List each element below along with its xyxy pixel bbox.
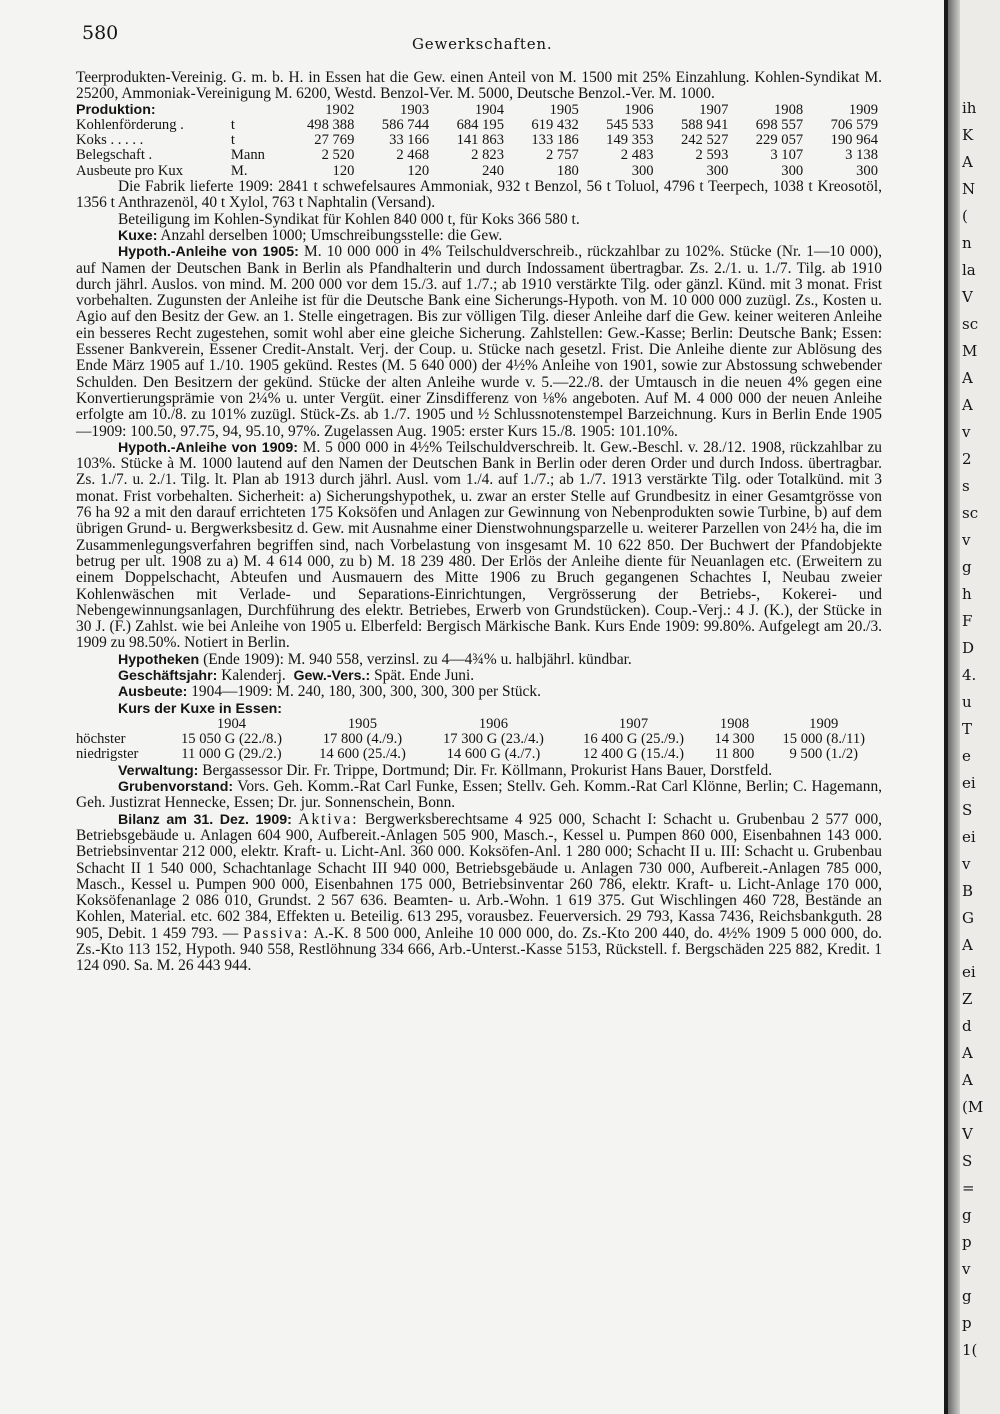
- adjacent-page-fragment: g: [962, 558, 972, 576]
- book-fold: [948, 0, 960, 1414]
- kuxe-paragraph: [76, 228, 882, 244]
- value-cell: 2 823: [471, 147, 504, 164]
- kurs-heading-paragraph: [76, 701, 882, 717]
- adjacent-page-fragment: M: [962, 342, 978, 360]
- value-cell: 229 057: [755, 132, 804, 149]
- verwaltung-text: Bergassessor Dir. Fr. Trippe, Dortmund; Dir. Fr. Köllmann, Prokurist Hans Bauer, Dorstfeld.: [202, 761, 773, 779]
- adjacent-page-fragment: u: [962, 693, 972, 711]
- adjacent-page-fragment: g: [962, 1287, 972, 1305]
- adjacent-page-fragment: 2: [962, 450, 972, 468]
- document-body: [76, 70, 882, 975]
- table-row: [76, 118, 882, 133]
- value-cell: 2 757: [545, 147, 579, 164]
- value-cell: 133 186: [531, 132, 579, 149]
- kurs-header-row: [76, 717, 882, 732]
- value-cell: 14 600 (25./4.): [319, 746, 406, 763]
- anleihe-1905-paragraph: [76, 244, 882, 440]
- adjacent-page-fragment: sc: [962, 504, 979, 522]
- adjacent-page-fragment: T: [962, 720, 973, 738]
- value-cell: 141 863: [456, 132, 504, 149]
- ausbeute-text: 1904—1909: M. 240, 180, 300, 300, 300, 300 per Stück.: [191, 683, 541, 701]
- table-row: [76, 148, 882, 163]
- row-label-cell: niedrigster: [76, 746, 139, 763]
- value-cell: 190 964: [830, 132, 878, 149]
- adjacent-page-fragment: A: [962, 1071, 973, 1089]
- adjacent-page-fragment: (M: [962, 1098, 984, 1116]
- value-cell: 2 468: [396, 147, 430, 164]
- adjacent-page-fragment: A: [962, 1044, 973, 1062]
- table-row: [76, 133, 882, 148]
- unit-cell: M.: [230, 162, 248, 179]
- table-row: [76, 747, 882, 762]
- adjacent-page-fragment: p: [962, 1233, 972, 1251]
- year-header-cell: 1908: [774, 101, 804, 118]
- value-cell: 12 400 G (15./4.): [583, 746, 684, 763]
- year-header-cell: 1907: [699, 101, 729, 118]
- adjacent-page-fragment: S: [962, 801, 973, 819]
- adjacent-page-fragment: e: [962, 747, 971, 765]
- value-cell: 300: [856, 162, 878, 179]
- unit-cell: t: [230, 116, 235, 133]
- adjacent-page-fragment: h: [962, 585, 972, 603]
- value-cell: 300: [631, 162, 654, 179]
- adjacent-page-fragment: N: [962, 180, 976, 198]
- row-label-cell: Ausbeute pro Kux: [76, 162, 184, 179]
- adjacent-page-fragment: sc: [962, 315, 979, 333]
- bilanz-paragraph: [76, 812, 882, 975]
- year-header-cell: 1906: [624, 101, 654, 118]
- anleihe-1909-text: M. 5 000 000 in 4½% Teilschuldverschreib. lt. Gew.-Beschl. v. 28./12. 1908, rückzahlbar zu 103%. Stücke à M. 1000 lautend auf den Namen der Deutschen Bank in Berlin oder deren Order und durch Indoss. übertragbar. Zs. 1./7. u. 2./1. Tilg. lt. Plan ab 1913 durch jährl. Ausl. vom 1./4. auf 1./7.; ab 1./7. 1913 verstärkte Tilg. oder Totalkünd. mit 3 monat. Frist vorbehalten. Sicherheit: a) Sicherungshypothek, u. zwar an erster Stelle auf Grundbesitz in einer Gesamtgrösse von 76 ha 92 a mit den darauf errichteten 175 Koksöfen und Anlagen zur Gewinnung von Nebenprodukten sowie Turbine, b) auf dem übrigen Grund- u. Bergwerksbesitz d. Gew. mit Ausnahme einer Dienstwohnungsparzelle u. weiterer Parzellen von 24½ ha, die im Zusammenlegungsverfahren begriffen sind, nach Vorbelastung von insgesamt M. 10 622 850. Der Buchwert der Pfandobjekte betrug per ult. 1908 zu a) M. 4 614 000, zu b) M. 18 239 480. Der Erlös der Anleihe diente für Neuanlagen etc. (Erweitern zu einem Doppelschacht, Abteufen und Ausmauern des Mitte 1906 zu Bruch gegangenen Schachtes I, Neubau zweier Kohlenwäschen mit Verlade- und Separations-Einrichtungen, Vergrösserung der Betriebs-, Kokerei- und Nebengewinnungsanlagen, Durchführung des elektr. Betriebes, Erwerb von Grundstücken). Coup.-Verj.: 4 J. (K.), der Stücke in 30 J. (F.) Zahlst. wie bei Anleihe von 1905 u. Elberfeld: Bergisch Märkische Bank. Kurs Ende 1909: 99.80%. Aufgelegt am 20./3. 1909 zu 98.50%. Notiert in Berlin.: [76, 438, 882, 652]
- value-cell: 588 941: [680, 116, 729, 133]
- adjacent-page-fragment: G: [962, 909, 974, 927]
- value-cell: 300: [706, 162, 729, 179]
- hypotheken-paragraph: [76, 652, 882, 668]
- geschaeftsjahr-text: Kalenderj.: [221, 666, 286, 684]
- adjacent-page-fragment: ih: [962, 99, 977, 117]
- adjacent-page-fragment: s: [962, 477, 970, 495]
- ausbeute-label: Ausbeute:: [118, 684, 188, 701]
- value-cell: 15 050 G (22./8.): [181, 731, 282, 748]
- unit-cell: t: [230, 132, 235, 149]
- adjacent-page-fragment: ei: [962, 828, 976, 846]
- production-label-cell: [76, 103, 227, 118]
- adjacent-page-fragment: D: [962, 639, 975, 657]
- page-number: 580: [82, 22, 119, 44]
- adjacent-page-fragment: V: [962, 288, 973, 306]
- row-label-cell: höchster: [76, 731, 126, 748]
- grubenvorstand-paragraph: [76, 779, 882, 812]
- aktiva-text: Bergwerksberechtsame 4 925 000, Schacht I: Schacht u. Grubenbau 2 577 000, Betriebsgebäude u. Anlagen 604 900, Aufbereit.-Anlagen 505 900, Masch.-, Kessel u. Pumpen 860 000, Eisenbahnen 143 000. Betriebsinventar 212 000, elektr. Kraft- u. Licht-Anl. 360 000. Koksöfen-Anl. 1 280 000; Schacht II u. III: Schacht u. Grubenbau Schacht II 1 540 000, Schachtanlage Schacht III 940 000, Betriebsgebäude u. Anlagen 730 000, Aufbereit.-Anlagen 785 000, Masch., Kessel u. Pumpen 900 000, Eisenbahnen 175 000, Betriebsinventar 260 786, elektr. Kraft- u. Licht-Anlage 170 000, Koksöfenanlage 2 086 010, Grundst. 2 567 636. Beamten- u. Arb.-Wohn. 1 619 375. Gut Wischlingen 460 728, Bestände an Kohlen, Material. etc. 602 384, Effekten u. Beteilig. 613 295, vorausbez. Feuerversich. 29 793, Kassa 7436, Reichsbankguth. 28 905, Debit. 1 459 793. —: [76, 810, 882, 942]
- value-cell: 498 388: [306, 116, 355, 133]
- anleihe-1909-paragraph: [76, 440, 882, 652]
- value-cell: 3 138: [845, 147, 878, 164]
- kuxe-text: Anzahl derselben 1000; Umschreibungsstelle: die Gew.: [160, 226, 503, 244]
- passiva-label: Passiva:: [243, 924, 310, 942]
- adjacent-page-fragment: p: [962, 1314, 972, 1332]
- running-head: Gewerkschaften.: [412, 35, 553, 53]
- value-cell: 619 432: [531, 116, 579, 133]
- kurs-heading: Kurs der Kuxe in Essen:: [118, 700, 282, 717]
- year-header-cell: 1904: [216, 715, 247, 732]
- value-cell: 684 195: [456, 116, 504, 133]
- value-cell: 586 744: [381, 116, 430, 133]
- unit-header-cell: [227, 103, 284, 118]
- grubenvorstand-label: Grubenvorstand:: [118, 779, 234, 796]
- kuxe-label: Kuxe:: [118, 227, 158, 244]
- year-header-cell: 1904: [474, 101, 504, 118]
- value-cell: 16 400 G (25./9.): [583, 731, 684, 748]
- passiva-text: A.-K. 8 500 000, Anleihe 10 000 000, do. Zs.-Kto 200 440, do. 4½% 1909 5 000 000, do. Zs.-Kto 113 152, Hypoth. 940 558, Restlöhnung 334 666, Arb.-Unterst.-Kasse 5153, Rückstell. f. Bergschäden 225 882, Kredit. 1 124 090. Sa. M. 26 443 944.: [76, 924, 882, 975]
- adjacent-page-fragment: (: [962, 207, 968, 225]
- value-cell: 240: [482, 162, 504, 179]
- year-header-cell: 1909: [809, 715, 839, 732]
- table-row: [76, 732, 882, 747]
- gew-vers-label: Gew.-Vers.:: [293, 667, 371, 684]
- adjacent-page-fragment: A: [962, 396, 973, 414]
- verwaltung-paragraph: [76, 763, 882, 779]
- year-header-cell: 1908: [719, 715, 750, 732]
- bilanz-label: Bilanz am 31. Dez. 1909:: [118, 811, 292, 828]
- value-cell: 2 593: [695, 147, 729, 164]
- value-cell: 180: [556, 162, 579, 179]
- value-cell: 2 520: [321, 147, 355, 164]
- year-header-cell: 1907: [618, 715, 649, 732]
- geschaeftsjahr-paragraph: [76, 668, 882, 684]
- value-cell: 300: [781, 162, 804, 179]
- value-cell: 9 500 (1./2): [789, 746, 858, 763]
- year-header-cell: 1909: [848, 101, 878, 118]
- value-cell: 14 600 G (4./7.): [446, 746, 541, 763]
- beteiligung-paragraph: Beteiligung im Kohlen-Syndikat für Kohlen 840 000 t, für Koks 366 580 t.: [118, 210, 580, 228]
- adjacent-page-fragment: A: [962, 153, 973, 171]
- adjacent-page-fragment: n: [962, 234, 972, 252]
- intro-paragraph: Teerprodukten-Vereinig. G. m. b. H. in Essen hat die Gew. einen Anteil von M. 1500 mit 25% Einzahlung. Kohlen-Syndikat M. 25200, Ammoniak-Vereinigung M. 6200, Westd. Benzol-Ver. M. 5000, Deutsche Benzol.-Ver. M. 1000.: [76, 69, 882, 103]
- adjacent-page-fragment: S: [962, 1152, 973, 1170]
- value-cell: 11 800: [714, 746, 755, 763]
- adjacent-page-fragment: ei: [962, 963, 976, 981]
- production-header-row: [76, 103, 882, 118]
- value-cell: 120: [407, 162, 430, 179]
- adjacent-page-strip: [960, 0, 1000, 1414]
- adjacent-page-fragment: v: [962, 855, 971, 873]
- year-header-cell: 1903: [400, 101, 430, 118]
- adjacent-page-fragment: B: [962, 882, 974, 900]
- adjacent-page-fragment: A: [962, 369, 973, 387]
- aktiva-label: Aktiva:: [298, 810, 359, 828]
- geschaeftsjahr-label: Geschäftsjahr:: [118, 667, 218, 684]
- anleihe-1905-text: M. 10 000 000 in 4% Teilschuldverschreib., rückzahlbar zu 102%. Stücke (Nr. 1—10 000), auf Namen der Deutschen Bank in Berlin als Pfandhalterin und durch Indossament übertragbar. Zs. 2./1. u. 1./7. Tilg. ab 1910 durch jährl. Auslos. von mind. M. 200 000 vor dem 15./3. auf 1./7.; ab 1910 verstärkte Tilg. oder gänzl. Künd. mit 3 monat. Frist vorbehalten. Zugunsten der Anleihe ist für die Deutsche Bank eine Sicherungs-Hypoth. von M. 10 000 000 zuzügl. Zs., Kosten u. Agio auf den Besitz der Gew. an 1. Stelle eingetragen. Bis zur völligen Tilg. dieser Anleihe darf die Gew. keiner weiteren Anleihe ein besseres Recht zugestehen, somit wohl aber eine gleiche Sicherung. Zahlstellen: Gew.-Kasse; Berlin: Deutsche Bank; Essen: Essener Bankverein, Essener Credit-Anstalt. Verj. der Coup. u. Stücke nach gesetzl. Frist. Die Anleihe diente zur Ablösung des Ende März 1905 auf 1./10. 1905 gekünd. Restes (M. 5 640 000) der 4½% Anleihe von 1901, sowie zur Abstossung schwebender Schulden. Den Besitzern der gekünd. Stücke der alten Anleihe wurde v. 5.—22./8. der Umtausch in die neuen 4% gegen eine Konvertierungsprämie von 2¼% u. unter Vergüt. einer Zinsdifferenz von ⅛% angeboten. Auf M. 4 000 000 der neuen Anleihe erfolgte am 10./8. zu 101% zuzügl. Stück-Zs. ab 1./7. 1905 und ½ Schlussnotenstempel Barzeichnung. Kurs in Berlin Ende 1905—1909: 100.50, 97.75, 94, 95.10, 97%. Zugelassen Aug. 1905: erster Kurs 15./8. 1905: 101.10%.: [76, 243, 882, 440]
- value-cell: 120: [332, 162, 355, 179]
- value-cell: 698 557: [755, 116, 804, 133]
- hypotheken-label: Hypotheken: [118, 651, 200, 668]
- adjacent-page-fragment: 1(: [962, 1341, 978, 1359]
- value-cell: 242 527: [680, 132, 729, 149]
- production-table: [76, 103, 882, 179]
- row-label-cell: Koks . . . . .: [76, 132, 144, 149]
- value-cell: 2 483: [620, 147, 654, 164]
- value-cell: 11 000 G (29./2.): [181, 746, 282, 763]
- gew-vers-text: Spät. Ende Juni.: [374, 666, 475, 684]
- value-cell: 17 300 G (23./4.): [442, 731, 544, 748]
- adjacent-page-fragment: =: [962, 1179, 975, 1197]
- adjacent-page-fragment: v: [962, 531, 971, 549]
- year-header-cell: 1902: [325, 101, 355, 118]
- production-label: Produktion:: [76, 101, 156, 118]
- adjacent-page-fragment: 4.: [962, 666, 977, 684]
- kurs-corner-cell: [76, 717, 161, 732]
- adjacent-page-fragment: V: [962, 1125, 973, 1143]
- adjacent-page-fragment: K: [962, 126, 974, 144]
- year-header-cell: 1906: [478, 715, 509, 732]
- adjacent-page-fragment: ei: [962, 774, 976, 792]
- value-cell: 27 769: [314, 132, 355, 149]
- table-row: [76, 164, 882, 179]
- value-cell: 14 300: [714, 731, 755, 748]
- value-cell: 3 107: [770, 147, 804, 164]
- grubenvorstand-text: Vors. Geh. Komm.-Rat Carl Funke, Essen; Stellv. Geh. Komm.-Rat Carl Klönne, Berlin; C. Hagemann, Geh. Justizrat Hennecke, Essen; Dr. jur. Sonnenschein, Bonn.: [76, 778, 882, 812]
- adjacent-page-fragment: v: [962, 423, 971, 441]
- ausbeute-paragraph: [76, 684, 882, 700]
- row-label-cell: Belegschaft .: [76, 147, 153, 164]
- adjacent-page-fragment: F: [962, 612, 973, 630]
- adjacent-page-fragment: A: [962, 936, 973, 954]
- year-header-cell: 1905: [347, 715, 378, 732]
- value-cell: 33 166: [389, 132, 430, 149]
- anleihe-1905-label: Hypoth.-Anleihe von 1905:: [118, 244, 299, 261]
- hypotheken-text: (Ende 1909): M. 940 558, verzinsl. zu 4—4¾% u. halbjährl. kündbar.: [203, 650, 632, 668]
- value-cell: 545 533: [606, 116, 654, 133]
- row-label-cell: Kohlenförderung .: [76, 116, 184, 133]
- kux-price-table: [76, 717, 882, 763]
- adjacent-page-fragment: g: [962, 1206, 972, 1224]
- value-cell: 15 000 (8./11): [782, 731, 866, 748]
- unit-cell: Mann: [230, 147, 265, 164]
- fabrik-paragraph: Die Fabrik lieferte 1909: 2841 t schwefelsaures Ammoniak, 932 t Benzol, 56 t Toluol, 4796 t Teerpech, 1038 t Kreosotöl, 1356 t Anthrazenöl, 40 t Xylol, 763 t Naphtalin (Versand).: [76, 178, 882, 212]
- value-cell: 706 579: [830, 116, 878, 133]
- adjacent-page-fragment: v: [962, 1260, 971, 1278]
- adjacent-page-fragment: Z: [962, 990, 973, 1008]
- anleihe-1909-label: Hypoth.-Anleihe von 1909:: [118, 439, 298, 456]
- adjacent-page-fragment: la: [962, 261, 976, 279]
- verwaltung-label: Verwaltung:: [118, 762, 199, 779]
- year-header-cell: 1905: [549, 101, 579, 118]
- value-cell: 17 800 (4./9.): [322, 731, 403, 748]
- adjacent-page-fragment: d: [962, 1017, 972, 1035]
- value-cell: 149 353: [606, 132, 654, 149]
